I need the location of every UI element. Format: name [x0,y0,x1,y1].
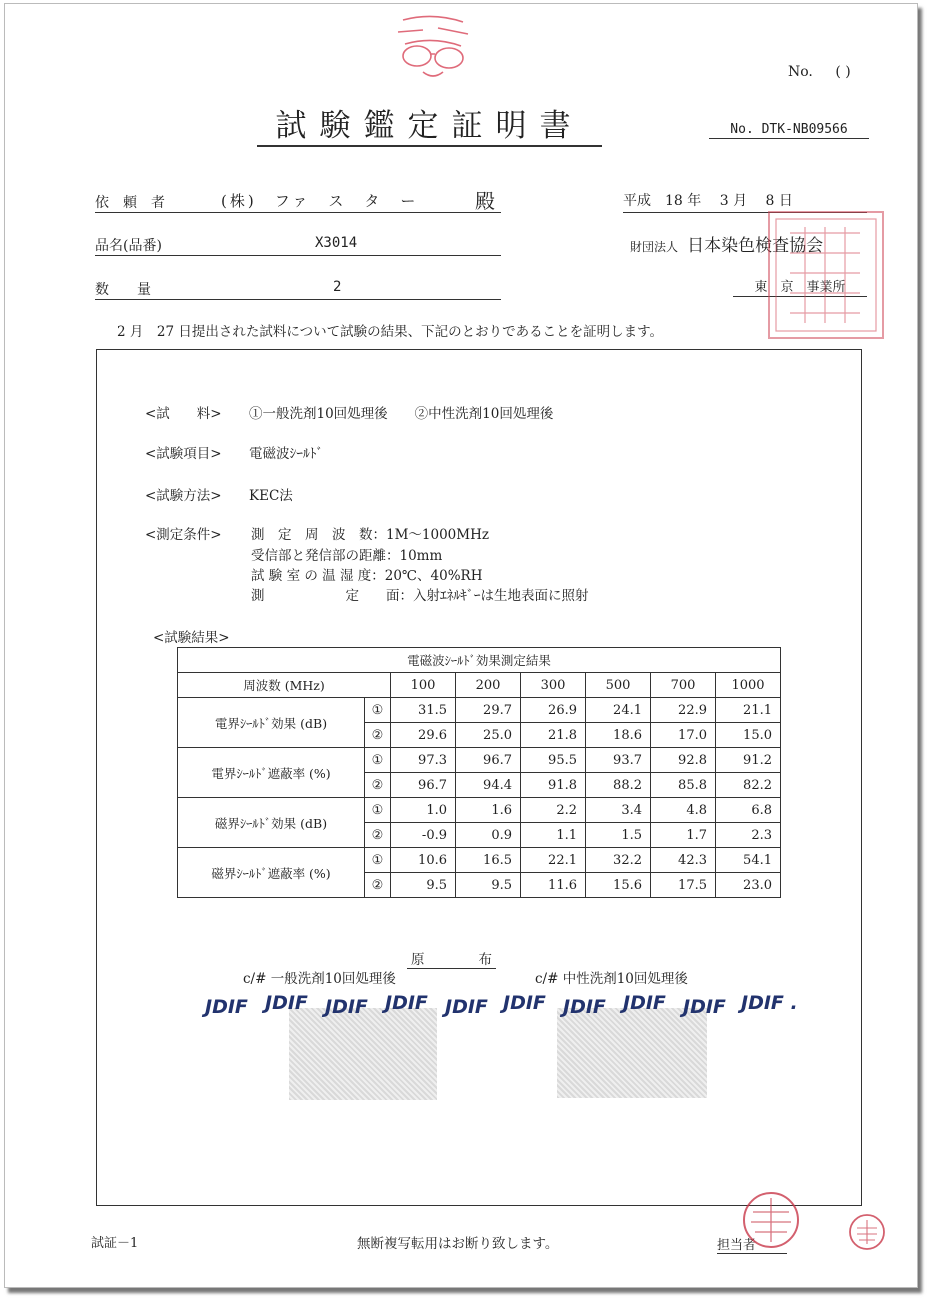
quantity-value: 2 [333,279,342,295]
value-cell: 23.0 [716,873,781,898]
value-cell: 24.1 [586,698,651,723]
product-label: 品名(品番) [95,238,162,254]
table-row [178,748,781,773]
top-seal-stamp [393,12,473,84]
value-cell: 6.8 [716,798,781,823]
measurement-condition-line: 試 験 室 の 温 湿 度：20℃、40%RH [251,568,483,584]
value-cell: 32.2 [586,848,651,873]
sample-number: ② [365,873,391,898]
original-cloth-label: 原 布 [407,948,496,969]
frequency-cell: 1000 [716,673,781,698]
issuer-name: 日本染色検査協会 [687,236,824,256]
jdif-watermark-text: JDIF [445,996,488,1018]
value-cell: 1.6 [456,798,521,823]
value-cell: 3.4 [586,798,651,823]
results-section-label: <試験結果> [153,630,230,646]
test-method-label: <試験方法> [145,488,222,504]
measurement-condition-line: 測 定 周 波 数：1M〜1000MHz [251,527,489,543]
value-cell: 26.9 [521,698,586,723]
cloth-swatch-2 [557,1008,707,1098]
cloth-sample-2-label: c/# 中性洗剤10回処理後 [535,971,688,987]
client-label: 依 頼 者 [95,195,165,211]
jdif-watermark-text: JDIF [205,996,248,1018]
measurement-condition-line: 受信部と発信部の距離：10mm [251,548,443,564]
issuer-office: 東 京 事業所 [733,276,867,297]
client-row [95,190,501,213]
client-name: (株) ファ ス タ ー [221,192,419,210]
value-cell: 0.9 [456,823,521,848]
organization-seal-stamp [768,211,884,339]
value-cell: 15.0 [716,723,781,748]
value-cell: 91.2 [716,748,781,773]
table-row [178,698,781,723]
frequency-header-row [178,673,781,698]
value-cell: 31.5 [391,698,456,723]
certification-statement: 2 月 27 日提出された試料について試験の結果、下記のとおりであることを証明します。 [117,324,663,340]
number-parens: ( ) [835,64,851,80]
jdif-watermark-text: JDIF [385,992,428,1014]
value-cell: -0.9 [391,823,456,848]
value-cell: 18.6 [586,723,651,748]
value-cell: 2.3 [716,823,781,848]
sample-number: ② [365,773,391,798]
test-method-value: KEC法 [249,488,293,504]
cloth-swatch-1 [289,1008,437,1100]
value-cell: 9.5 [456,873,521,898]
product-row [95,233,501,256]
table-title-row [178,648,781,673]
value-cell: 42.3 [651,848,716,873]
frequency-header: 周波数 (MHz) [178,673,391,698]
document-number: No. DTK-NB09566 [709,122,869,139]
value-cell: 29.6 [391,723,456,748]
sample-number: ① [365,848,391,873]
quantity-label: 数 量 [95,282,151,298]
quantity-row [95,277,501,300]
cloth-sample-1-label: c/# 一般洗剤10回処理後 [243,971,396,987]
value-cell: 10.6 [391,848,456,873]
value-cell: 54.1 [716,848,781,873]
value-cell: 15.6 [586,873,651,898]
sample-label: <試 料> [145,406,222,422]
frequency-cell: 200 [456,673,521,698]
value-cell: 4.8 [651,798,716,823]
frequency-cell: 700 [651,673,716,698]
value-cell: 22.1 [521,848,586,873]
responsible-person-seal [741,1190,801,1250]
test-item-label: <試験項目> [145,446,222,462]
value-cell: 91.8 [521,773,586,798]
small-round-seal [847,1212,887,1252]
table-title: 電磁波ｼｰﾙﾄﾞ効果測定結果 [178,648,781,673]
jdif-watermark-text: JDIF [683,996,726,1018]
jdif-watermark-text: JDIF [503,992,546,1014]
sample-value: ①一般洗剤10回処理後 ②中性洗剤10回処理後 [249,406,554,422]
value-cell: 95.5 [521,748,586,773]
value-cell: 1.7 [651,823,716,848]
document-title: 試験鑑定証明書 [257,107,602,147]
sample-number: ② [365,823,391,848]
jdif-watermark-text: JDIF [325,996,368,1018]
frequency-cell: 500 [586,673,651,698]
value-cell: 29.7 [456,698,521,723]
value-cell: 21.1 [716,698,781,723]
measurement-label: 磁界ｼｰﾙﾄﾞ遮蔽率 (%) [178,848,365,898]
sample-number: ② [365,723,391,748]
frequency-cell: 300 [521,673,586,698]
test-item-value: 電磁波ｼｰﾙﾄﾞ [249,446,324,462]
value-cell: 17.5 [651,873,716,898]
measurement-conditions-label: <測定条件> [145,527,222,543]
value-cell: 93.7 [586,748,651,773]
value-cell: 97.3 [391,748,456,773]
value-cell: 9.5 [391,873,456,898]
value-cell: 85.8 [651,773,716,798]
issuer-prefix: 財団法人 [630,240,679,254]
value-cell: 88.2 [586,773,651,798]
measurement-label: 電界ｼｰﾙﾄﾞ効果 (dB) [178,698,365,748]
sample-number: ① [365,698,391,723]
page-id: 試証－1 [91,1236,139,1251]
value-cell: 94.4 [456,773,521,798]
sample-number: ① [365,748,391,773]
value-cell: 25.0 [456,723,521,748]
results-table [177,647,781,898]
value-cell: 1.1 [521,823,586,848]
value-cell: 22.9 [651,698,716,723]
value-cell: 1.5 [586,823,651,848]
value-cell: 16.5 [456,848,521,873]
value-cell: 96.7 [456,748,521,773]
value-cell: 21.8 [521,723,586,748]
measurement-condition-line: 測 定 面：入射ｴﾈﾙｷﾞｰは生地表面に照射 [251,588,589,604]
copy-notice: 無断複写転用はお断り致します。 [357,1236,559,1252]
jdif-watermark-text: JDIF [265,992,308,1014]
number-label: No. [788,64,813,80]
measurement-label: 磁界ｼｰﾙﾄﾞ効果 (dB) [178,798,365,848]
jdif-watermark-text: JDIF [563,996,606,1018]
table-row [178,798,781,823]
certificate-page [4,3,918,1288]
issue-date: 平成 18 年 3 月 8 日 [623,190,867,213]
jdif-watermark-text: JDIF [623,992,666,1014]
jdif-watermark-text: JDIF . [741,992,798,1014]
value-cell: 92.8 [651,748,716,773]
client-honorific: 殿 [475,189,495,213]
person-in-charge-label: 担当者 [717,1234,787,1254]
table-row [178,848,781,873]
frequency-cell: 100 [391,673,456,698]
value-cell: 2.2 [521,798,586,823]
value-cell: 11.6 [521,873,586,898]
value-cell: 96.7 [391,773,456,798]
measurement-label: 電界ｼｰﾙﾄﾞ遮蔽率 (%) [178,748,365,798]
value-cell: 17.0 [651,723,716,748]
value-cell: 82.2 [716,773,781,798]
product-number: X3014 [315,235,358,251]
value-cell: 1.0 [391,798,456,823]
sample-number: ① [365,798,391,823]
